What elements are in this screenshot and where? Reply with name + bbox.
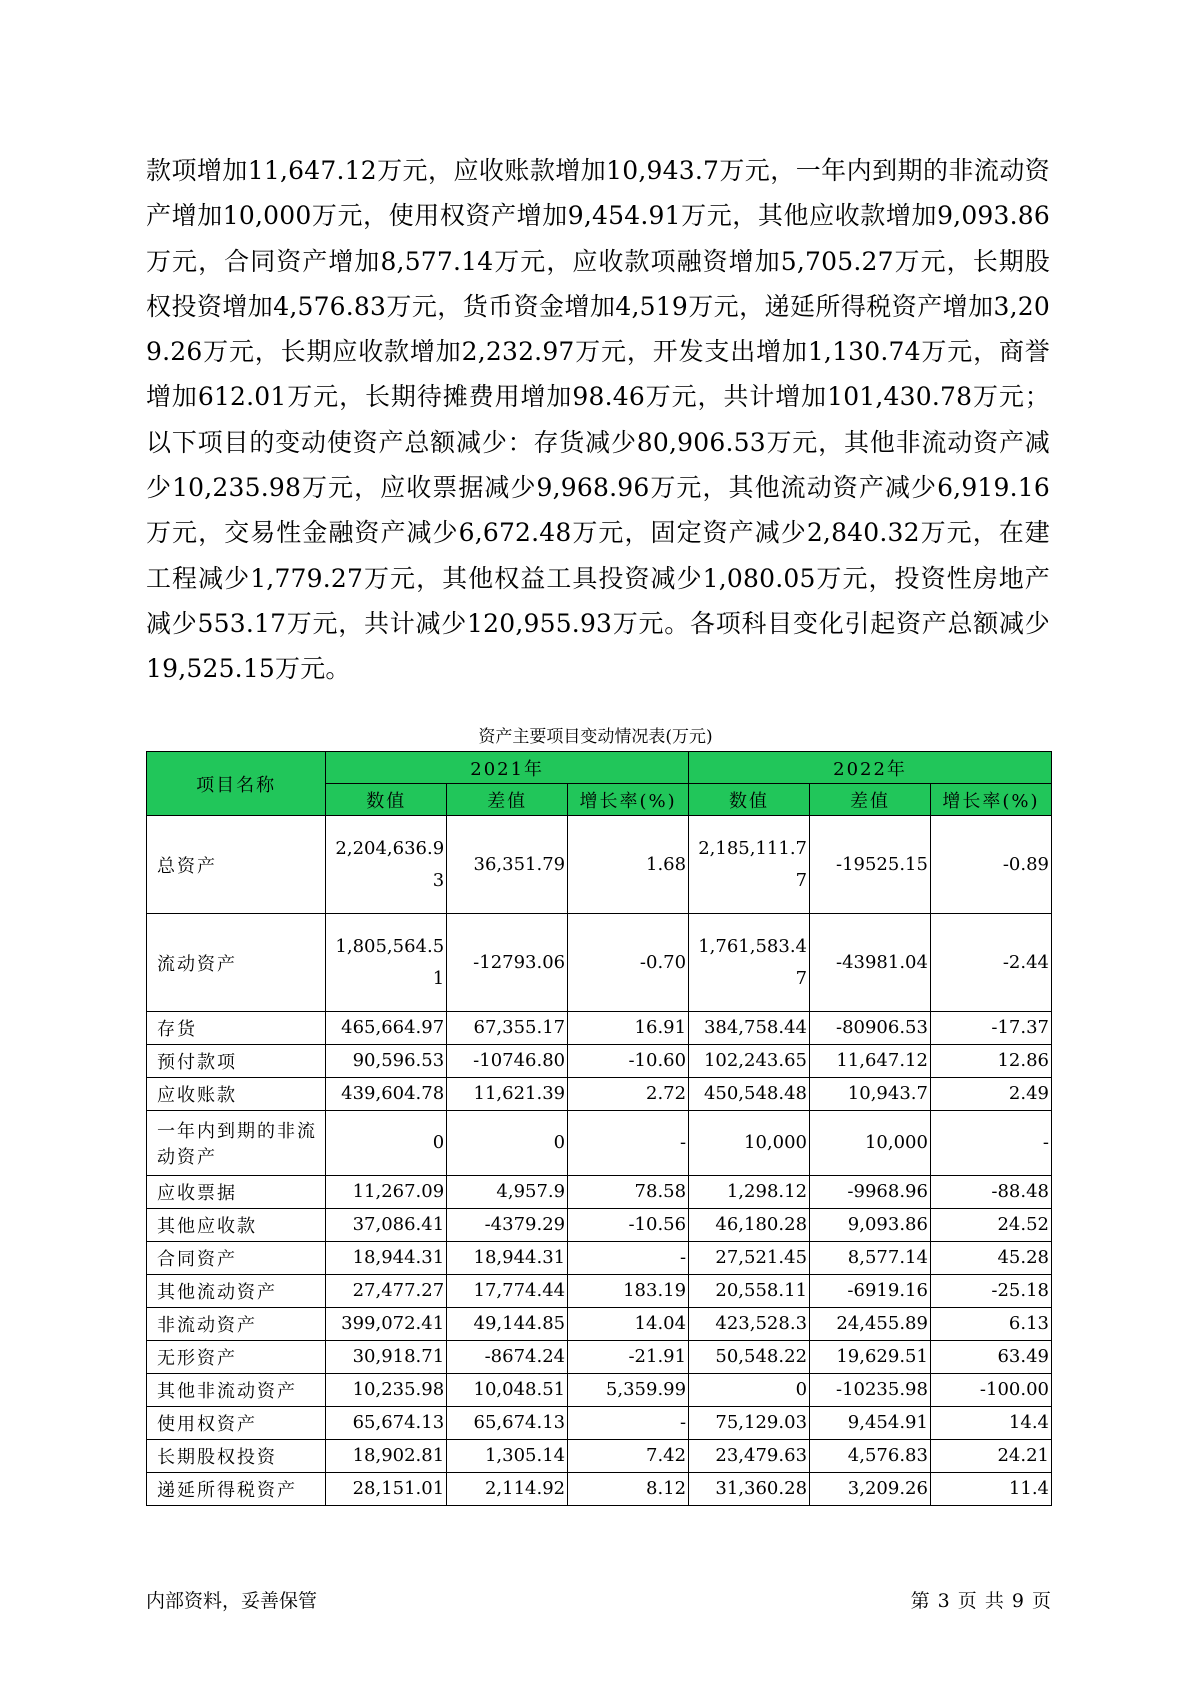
row-cell-r1: -0.70: [568, 914, 689, 1012]
row-cell-d2: -6919.16: [810, 1275, 931, 1308]
row-item-name: 合同资产: [147, 1242, 326, 1275]
row-cell-v1: 1,805,564.51: [326, 914, 447, 1012]
row-cell-r2: -25.18: [930, 1275, 1051, 1308]
row-cell-r2: 24.52: [930, 1209, 1051, 1242]
header-diff-2022: 差值: [810, 784, 931, 816]
row-cell-d2: 10,000: [810, 1111, 931, 1176]
row-cell-v2: 423,528.3: [689, 1308, 810, 1341]
row-item-name: 非流动资产: [147, 1308, 326, 1341]
row-cell-v2: 102,243.65: [689, 1045, 810, 1078]
row-cell-r1: 5,359.99: [568, 1374, 689, 1407]
table-row: [147, 1407, 1052, 1440]
row-cell-v1: 11,267.09: [326, 1176, 447, 1209]
header-item-name: 项目名称: [147, 752, 326, 816]
table-row: [147, 1111, 1052, 1176]
row-cell-r1: -: [568, 1242, 689, 1275]
row-cell-d2: -43981.04: [810, 914, 931, 1012]
table-row: [147, 816, 1052, 914]
row-cell-r1: 2.72: [568, 1078, 689, 1111]
table-caption: 资产主要项目变动情况表(万元): [478, 727, 713, 747]
table-row: [147, 1176, 1052, 1209]
row-cell-v2: 31,360.28: [689, 1473, 810, 1506]
row-cell-d2: 3,209.26: [810, 1473, 931, 1506]
row-item-name: 预付款项: [147, 1045, 326, 1078]
table-row: [147, 1209, 1052, 1242]
footer-confidential-note: 内部资料，妥善保管: [146, 1590, 318, 1612]
row-cell-v1: 30,918.71: [326, 1341, 447, 1374]
row-cell-r2: -100.00: [930, 1374, 1051, 1407]
header-rate-2021: 增长率(%): [568, 784, 689, 816]
row-cell-r2: 6.13: [930, 1308, 1051, 1341]
header-year-2021: 2021年: [326, 752, 689, 784]
row-item-name: 长期股权投资: [147, 1440, 326, 1473]
row-cell-v2: 10,000: [689, 1111, 810, 1176]
row-cell-v2: 46,180.28: [689, 1209, 810, 1242]
row-cell-d1: 1,305.14: [447, 1440, 568, 1473]
row-cell-v1: 0: [326, 1111, 447, 1176]
row-cell-r1: -21.91: [568, 1341, 689, 1374]
row-cell-r2: -0.89: [930, 816, 1051, 914]
row-cell-r1: 183.19: [568, 1275, 689, 1308]
row-cell-r1: 8.12: [568, 1473, 689, 1506]
row-cell-d2: 10,943.7: [810, 1078, 931, 1111]
row-cell-d2: 19,629.51: [810, 1341, 931, 1374]
footer-page-number: 第 3 页 共 9 页: [910, 1590, 1052, 1612]
row-cell-r2: -2.44: [930, 914, 1051, 1012]
row-cell-v1: 90,596.53: [326, 1045, 447, 1078]
row-cell-v1: 465,664.97: [326, 1012, 447, 1045]
table-row: [147, 1341, 1052, 1374]
row-item-name: 其他流动资产: [147, 1275, 326, 1308]
row-cell-v1: 439,604.78: [326, 1078, 447, 1111]
row-cell-d1: -8674.24: [447, 1341, 568, 1374]
row-item-name: 存货: [147, 1012, 326, 1045]
row-cell-v2: 20,558.11: [689, 1275, 810, 1308]
row-cell-v1: 65,674.13: [326, 1407, 447, 1440]
row-cell-v2: 50,548.22: [689, 1341, 810, 1374]
row-item-name: 总资产: [147, 816, 326, 914]
row-cell-d1: 49,144.85: [447, 1308, 568, 1341]
row-cell-r2: -: [930, 1111, 1051, 1176]
row-cell-d1: 18,944.31: [447, 1242, 568, 1275]
row-cell-d1: -4379.29: [447, 1209, 568, 1242]
body-paragraph: 款项增加11,647.12万元，应收账款增加10,943.7万元，一年内到期的非流动资产增加10,000万元，使用权资产增加9,454.91万元，其他应收款增加9,093.86万元，合同资产增加8,577.14万元，应收款项融资增加5,705.27万元，长期股权投资增加4,576.83万元，货币资金增加4,519万元，递延所得税资产增加3,209.26万元，长期应收款增加2,232.97万元，开发支出增加1,130.74万元，商誉增加612.01万元，长期待摊费用增加98.46万元，共计增加101,430.78万元；以下项目的变动使资产总额减少：存货减少80,906.53万元，其他非流动资产减少10,235.98万元，应收票据减少9,968.96万元，其他流动资产减少6,919.16万元，交易性金融资产减少6,672.48万元，固定资产减少2,840.32万元，在建工程减少1,779.27万元，其他权益工具投资减少1,080.05万元，投资性房地产减少553.17万元，共计减少120,955.93万元。各项科目变化引起资产总额减少19,525.15万元。: [146, 156, 1050, 684]
row-cell-v2: 384,758.44: [689, 1012, 810, 1045]
table-row: [147, 1045, 1052, 1078]
row-cell-v2: 27,521.45: [689, 1242, 810, 1275]
row-cell-d2: 9,093.86: [810, 1209, 931, 1242]
row-item-name: 应收账款: [147, 1078, 326, 1111]
row-cell-d2: 4,576.83: [810, 1440, 931, 1473]
row-cell-d1: 11,621.39: [447, 1078, 568, 1111]
row-cell-r1: -: [568, 1407, 689, 1440]
row-cell-r1: 16.91: [568, 1012, 689, 1045]
table-row: [147, 1308, 1052, 1341]
row-cell-r2: 12.86: [930, 1045, 1051, 1078]
row-cell-d2: -19525.15: [810, 816, 931, 914]
row-cell-d1: 17,774.44: [447, 1275, 568, 1308]
row-cell-r2: 11.4: [930, 1473, 1051, 1506]
row-cell-v1: 37,086.41: [326, 1209, 447, 1242]
row-cell-r2: 14.4: [930, 1407, 1051, 1440]
table-row: [147, 1012, 1052, 1045]
row-cell-v2: 1,761,583.47: [689, 914, 810, 1012]
row-cell-d1: -12793.06: [447, 914, 568, 1012]
row-item-name: 一年内到期的非流动资产: [147, 1111, 326, 1176]
row-cell-r2: 45.28: [930, 1242, 1051, 1275]
row-cell-r2: 24.21: [930, 1440, 1051, 1473]
row-cell-v2: 2,185,111.77: [689, 816, 810, 914]
row-cell-v2: 0: [689, 1374, 810, 1407]
row-cell-v2: 23,479.63: [689, 1440, 810, 1473]
row-item-name: 使用权资产: [147, 1407, 326, 1440]
row-cell-r2: 2.49: [930, 1078, 1051, 1111]
row-cell-v2: 1,298.12: [689, 1176, 810, 1209]
row-cell-d2: 8,577.14: [810, 1242, 931, 1275]
row-cell-d1: 67,355.17: [447, 1012, 568, 1045]
row-item-name: 其他应收款: [147, 1209, 326, 1242]
row-cell-d2: -9968.96: [810, 1176, 931, 1209]
row-cell-d2: 24,455.89: [810, 1308, 931, 1341]
row-item-name: 无形资产: [147, 1341, 326, 1374]
row-cell-v2: 75,129.03: [689, 1407, 810, 1440]
row-item-name: 应收票据: [147, 1176, 326, 1209]
table-row: [147, 1473, 1052, 1506]
row-cell-r1: -10.60: [568, 1045, 689, 1078]
row-cell-d1: 2,114.92: [447, 1473, 568, 1506]
row-cell-r1: 7.42: [568, 1440, 689, 1473]
row-cell-d2: 11,647.12: [810, 1045, 931, 1078]
row-cell-d1: 4,957.9: [447, 1176, 568, 1209]
row-cell-r2: -88.48: [930, 1176, 1051, 1209]
row-cell-r1: -: [568, 1111, 689, 1176]
table-row: [147, 1078, 1052, 1111]
row-cell-d2: -10235.98: [810, 1374, 931, 1407]
row-cell-v1: 18,902.81: [326, 1440, 447, 1473]
row-cell-v1: 27,477.27: [326, 1275, 447, 1308]
header-rate-2022: 增长率(%): [930, 784, 1051, 816]
row-item-name: 其他非流动资产: [147, 1374, 326, 1407]
row-cell-v2: 450,548.48: [689, 1078, 810, 1111]
row-cell-d1: 65,674.13: [447, 1407, 568, 1440]
header-year-2022: 2022年: [689, 752, 1052, 784]
row-cell-d1: 0: [447, 1111, 568, 1176]
row-cell-d1: 36,351.79: [447, 816, 568, 914]
row-item-name: 递延所得税资产: [147, 1473, 326, 1506]
row-cell-r2: 63.49: [930, 1341, 1051, 1374]
row-cell-r1: -10.56: [568, 1209, 689, 1242]
row-cell-r1: 14.04: [568, 1308, 689, 1341]
row-cell-d2: 9,454.91: [810, 1407, 931, 1440]
row-cell-d1: -10746.80: [447, 1045, 568, 1078]
row-cell-v1: 2,204,636.93: [326, 816, 447, 914]
header-diff-2021: 差值: [447, 784, 568, 816]
row-cell-r1: 1.68: [568, 816, 689, 914]
table-row: [147, 914, 1052, 1012]
row-cell-r2: -17.37: [930, 1012, 1051, 1045]
row-cell-v1: 18,944.31: [326, 1242, 447, 1275]
row-cell-v1: 10,235.98: [326, 1374, 447, 1407]
header-value-2021: 数值: [326, 784, 447, 816]
table-row: [147, 1275, 1052, 1308]
row-cell-v1: 28,151.01: [326, 1473, 447, 1506]
asset-change-table: [146, 751, 1052, 1506]
table-row: [147, 1242, 1052, 1275]
row-cell-r1: 78.58: [568, 1176, 689, 1209]
row-cell-d2: -80906.53: [810, 1012, 931, 1045]
table-row: [147, 1374, 1052, 1407]
header-value-2022: 数值: [689, 784, 810, 816]
table-row: [147, 1440, 1052, 1473]
row-cell-d1: 10,048.51: [447, 1374, 568, 1407]
row-cell-v1: 399,072.41: [326, 1308, 447, 1341]
row-item-name: 流动资产: [147, 914, 326, 1012]
